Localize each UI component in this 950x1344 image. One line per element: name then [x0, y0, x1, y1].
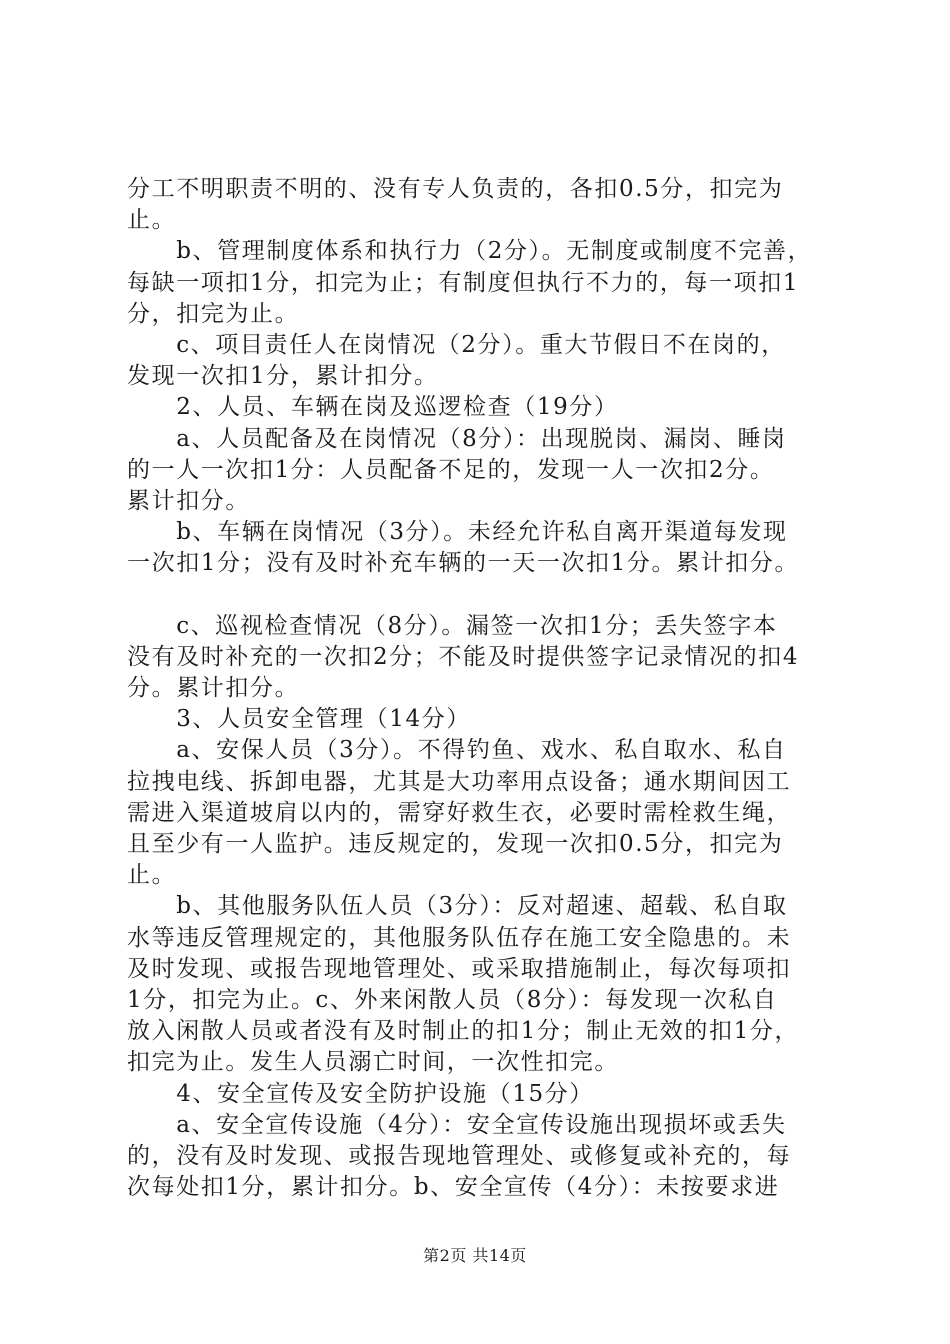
text-line: a、安全宣传设施（4分）：安全宣传设施出现损坏或丢失: [127, 1111, 787, 1138]
text-line: 发现一次扣1分，累计扣分。: [127, 363, 439, 390]
text-line: 且至少有一人监护。违反规定的，发现一次扣0.5分，扣完为: [127, 831, 784, 858]
text-line: 3、人员安全管理（14分）: [127, 706, 471, 733]
text-line: 累计扣分。: [127, 488, 250, 515]
text-line: 分工不明职责不明的、没有专人负责的，各扣0.5分，扣完为: [127, 176, 784, 202]
text-line: 的一人一次扣1分：人员配备不足的，发现一人一次扣2分。: [127, 456, 775, 483]
text-line: c、项目责任人在岗情况（2分）。重大节假日不在岗的，: [127, 332, 786, 359]
text-line: b、其他服务队伍人员（3分）：反对超速、超载、私自取: [127, 893, 788, 920]
text-line: 需进入渠道坡肩以内的，需穿好救生衣，必要时需栓救生绳，: [127, 799, 792, 826]
text-line: 分，扣完为止。: [127, 300, 300, 327]
text-line: b、车辆在岗情况（3分）。未经允许私自离开渠道每发现: [127, 519, 788, 546]
text-line: 及时发现、或报告现地管理处、或采取措施制止，每次每项扣: [127, 955, 792, 982]
text-line: c、巡视检查情况（8分）。漏签一次扣1分；丢失签字本: [127, 612, 778, 639]
text-line: 没有及时补充的一次扣2分；不能及时提供签字记录情况的扣4: [127, 643, 800, 670]
text-line: 放入闲散人员或者没有及时制止的扣1分；制止无效的扣1分，: [127, 1018, 800, 1045]
paragraph-gap: [127, 580, 839, 611]
page-number-footer: 第2页 共14页: [423, 1246, 527, 1265]
text-line: 止。: [127, 207, 177, 234]
text-line: 次每处扣1分，累计扣分。b、安全宣传（4分）：未按要求进: [127, 1174, 780, 1201]
text-line: 1分，扣完为止。c、外来闲散人员（8分）：每发现一次私自: [127, 987, 778, 1014]
text-line: 的，没有及时发现、或报告现地管理处、或修复或补充的，每: [127, 1143, 792, 1170]
text-line: 每缺一项扣1分，扣完为止；有制度但执行不力的，每一项扣1: [127, 269, 800, 296]
text-line: 分。累计扣分。: [127, 675, 300, 702]
text-line: 拉拽电线、拆卸电器，尤其是大功率用点设备；通水期间因工: [127, 768, 792, 795]
text-line: 一次扣1分；没有及时补充车辆的一天一次扣1分。累计扣分。: [127, 550, 800, 577]
text-line: b、管理制度体系和执行力（2分）。无制度或制度不完善，: [127, 238, 813, 265]
text-line: 2、人员、车辆在岗及巡逻检查（19分）: [127, 394, 619, 421]
document-body: [127, 174, 839, 1204]
text-line: a、安保人员（3分）。不得钓鱼、戏水、私自取水、私自: [127, 737, 787, 764]
text-line: 止。: [127, 862, 177, 889]
text-line: 水等违反管理规定的，其他服务队伍存在施工安全隐患的。未: [127, 924, 792, 951]
text-line: a、人员配备及在岗情况（8分）：出现脱岗、漏岗、睡岗: [127, 425, 787, 452]
text-line: 4、安全宣传及安全防护设施（15分）: [127, 1080, 594, 1107]
text-line: 扣完为止。发生人员溺亡时间，一次性扣完。: [127, 1049, 619, 1076]
